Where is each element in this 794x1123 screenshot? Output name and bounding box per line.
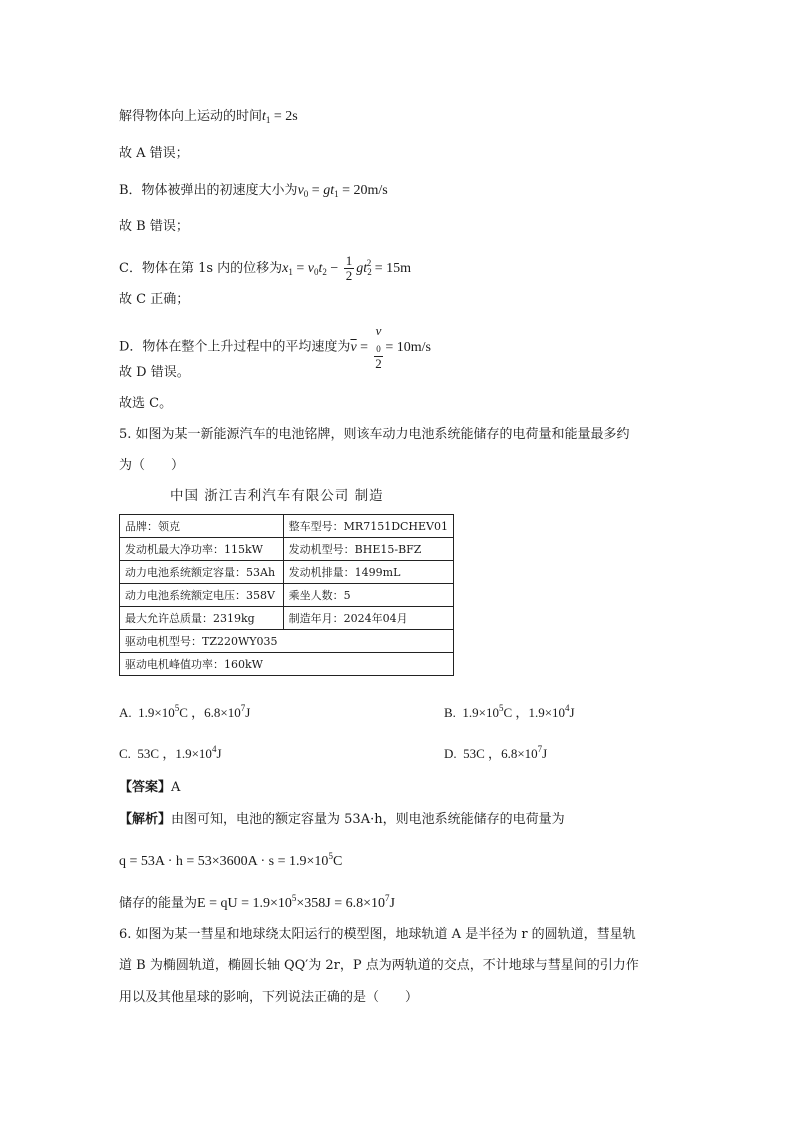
table-row — [120, 561, 454, 584]
table-cell: 乘坐人数：5 — [283, 584, 453, 607]
q5-stem-line2: 为（ ） — [119, 458, 185, 473]
table-cell: 整车型号：MR7151DCHEV01 — [283, 515, 453, 538]
table-cell: 动力电池系统额定电压：358V — [120, 584, 284, 607]
option-c: C. 53C ，$1.9\times 10^4J$ — [119, 744, 222, 761]
analysis-line — [119, 810, 565, 830]
table-row — [120, 607, 454, 630]
d-formula: $\overline{v}$ = v $_0$ 2 = 10m/s — [350, 323, 431, 371]
energy-line: 储存的能量为E = qU = $1.9\times 10^5\times 358J = 6.8\times 10^7J$ — [119, 893, 395, 911]
table-cell: 发动机最大净功率：115kW — [120, 538, 284, 561]
q6-stem-line1: 6. 如图为某一彗星和地球绕太阳运行的模型图，地球轨道 A 是半径为 r 的圆轨道，彗星轨 — [119, 927, 636, 942]
answer-line — [119, 778, 180, 798]
c-formula: $x_1 = v_0t_2$ − $\frac{1}{2}$ $gt_2^2 = 15m$ — [282, 253, 411, 284]
answer-value: A — [171, 780, 181, 795]
table-row — [120, 515, 454, 538]
table-cell: 最大允许总质量：2319kg — [120, 607, 284, 630]
solution-t1-line — [119, 107, 298, 130]
charge-equation: $q = 53A \cdot h = 53\times 3600A \cdot s = 1.9\times 10^5C$ — [119, 851, 343, 869]
answer-tag: 【答案】 — [119, 780, 172, 795]
table-cell: 驱动电机型号：TZ220WY035 — [120, 630, 454, 653]
b-formula: $v_0 = gt_1 = 20m/s$ — [297, 183, 388, 199]
table-cell: 驱动电机峰值功率：160kW — [120, 653, 454, 676]
solution-b-line: B．物体被弹出的初速度大小为$v_0 = gt_1 = 20m/s$ — [119, 183, 388, 199]
nameplate-maker: 中国 浙江吉利汽车有限公司 制造 — [170, 488, 384, 504]
solution-a-wrong: 故 A 错误； — [119, 146, 189, 161]
solution-t1-prefix: 解得物体向上运动的时间 — [119, 109, 263, 124]
q6-stem-line3: 用以及其他星球的影响，下列说法正确的是（ ） — [119, 990, 419, 1005]
option-a: A. $1.9\times 10^5C$ ，$6.8\times 10^7J$ — [119, 703, 251, 720]
table-row — [120, 653, 454, 676]
table-row — [120, 584, 454, 607]
table-cell: 动力电池系统额定容量：53Ah — [120, 561, 284, 584]
q6-stem-line2: 道 B 为椭圆轨道，椭圆长轴 QQ′为 2r，P 点为两轨道的交点，不计地球与彗星间的引力作 — [119, 958, 639, 973]
option-b: B. $1.9\times 10^5C$ ，$1.9\times 10^4J$ — [444, 703, 575, 720]
table-cell: 制造年月：2024年04月 — [283, 607, 453, 630]
solution-d-wrong: 故 D 错误。 — [119, 365, 190, 380]
table-row — [120, 630, 454, 653]
table-row — [120, 538, 454, 561]
table-cell: 发动机型号：BHE15-BFZ — [283, 538, 453, 561]
energy-equation: E = qU = $1.9\times 10^5\times 358J = 6.8\times 10^7J$ — [197, 893, 395, 911]
solution-c-line: C．物体在第 1s 内的位移为$x_1 = v_0t_2$ − $\frac{1}{2}$ $gt_2^2 = 15m$ — [119, 253, 411, 284]
table-cell: 发动机排量：1499mL — [283, 561, 453, 584]
solution-d-line: D．物体在整个上升过程中的平均速度为$\overline{v}$ = v $_0$ 2 = 10m/s — [119, 323, 431, 371]
solution-b-wrong: 故 B 错误； — [119, 219, 189, 234]
q5-stem-line1: 5. 如图为某一新能源汽车的电池铭牌，则该车动力电池系统能储存的电荷量和能量最多约 — [119, 427, 630, 442]
table-cell: 品牌：领克 — [120, 515, 284, 538]
analysis-text: 由图可知，电池的额定容量为 53A·h，则电池系统能储存的电荷量为 — [171, 812, 565, 827]
option-d: D. 53C ，$6.8\times 10^7J$ — [444, 744, 548, 761]
battery-nameplate-table — [119, 514, 454, 676]
solution-pick: 故选 C。 — [119, 396, 173, 411]
t1-formula: $t_1 = 2s$ — [262, 109, 298, 125]
solution-c-right: 故 C 正确； — [119, 292, 190, 307]
analysis-tag: 【解析】 — [119, 812, 172, 827]
